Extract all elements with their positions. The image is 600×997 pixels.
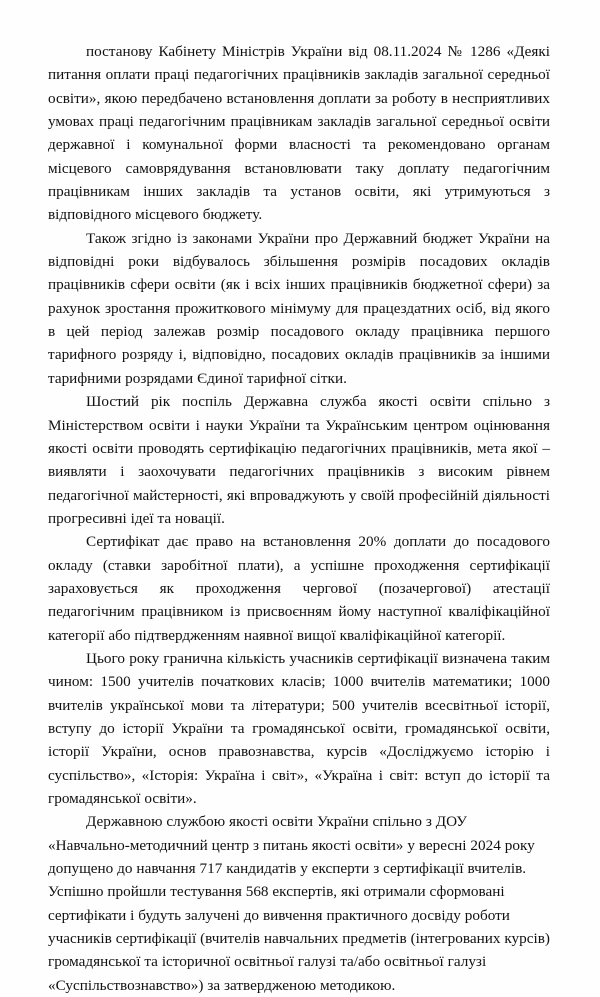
paragraph-3: Шостий рік поспіль Державна служба якості освіти спільно з Міністерством освіти і науки України та Українським центром оцінювання якості освіти проводять сертифікацію педагогічних працівників, мета якої – виявляти і заохочувати педагогічних працівників з високим рівнем педагогічної майстерності, які впроваджують у своїй професійній діяльності прогресивні ідеї та новації. bbox=[48, 393, 550, 527]
paragraph-4: Сертифікат дає право на встановлення 20% доплати до посадового окладу (ставки заробітної плати), а успішне проходження сертифікації зараховується як проходження чергової (позачергової) атестації педагогічним працівником із присвоєнням йому наступної кваліфікаційної категорії або підтвердженням наявної вищої кваліфікаційної категорії. bbox=[48, 533, 550, 644]
paragraph-1: постанову Кабінету Міністрів України від 08.11.2024 № 1286 «Деякі питання оплати праці педагогічних працівників закладів загальної середньої освіти», якою передбачено встановлення доплати за роботу в несприятливих умовах праці педагогічним працівникам закладів загальної середньої освіти державної і комунальної форми власності та рекомендовано органам місцевого самоврядування встановлювати таку доплату педагогічним працівникам інших закладів та установ освіти, які утримуються з відповідного місцевого бюджету. bbox=[48, 43, 550, 224]
paragraph-2: Також згідно із законами України про Державний бюджет України на відповідні роки відбувалось збільшення розмірів посадових окладів працівників сфери освіти (як і всіх інших працівників бюджетної сфери) за рахунок зростання прожиткового мінімуму для працездатних осіб, від якого в цей період залежав розмір посадового окладу працівника першого тарифного розряду і, відповідно, посадових окладів працівників за іншими тарифними розрядами Єдиної тарифної сітки. bbox=[48, 229, 550, 387]
paragraph-6: Державною службою якості освіти України спільно з ДОУ «Навчально-методичний центр з питань якості освіти» у вересні 2024 року допущено до навчання 717 кандидатів у експерти з сертифікації вчителів. Успішно пройшли тестування 568 експертів, які отримали сформовані сертифікати і будуть залучені до вивчення практичного досвіду роботи учасників сертифікації (вчителів навчальних предметів (інтегрованих курсів) громадянської та історичної освітньої галузі та/або освітньої галузі «Суспільствознавство») за затвердженою методикою. bbox=[48, 813, 550, 994]
paragraph-5: Цього року гранична кількість учасників сертифікації визначена таким чином: 1500 учителів початкових класів; 1000 вчителів математики; 1000 вчителів української мови та літератури; 500 учителів всесвітньої історії, вступу до історії України та громадянської освіти, громадянської освіти, історії України, основ правознавства, курсів «Досліджуємо історію і суспільство», «Історія: Україна і світ», «Україна і світ: вступ до історії та громадянської освіти». bbox=[48, 649, 550, 807]
document-text-body bbox=[48, 40, 550, 997]
